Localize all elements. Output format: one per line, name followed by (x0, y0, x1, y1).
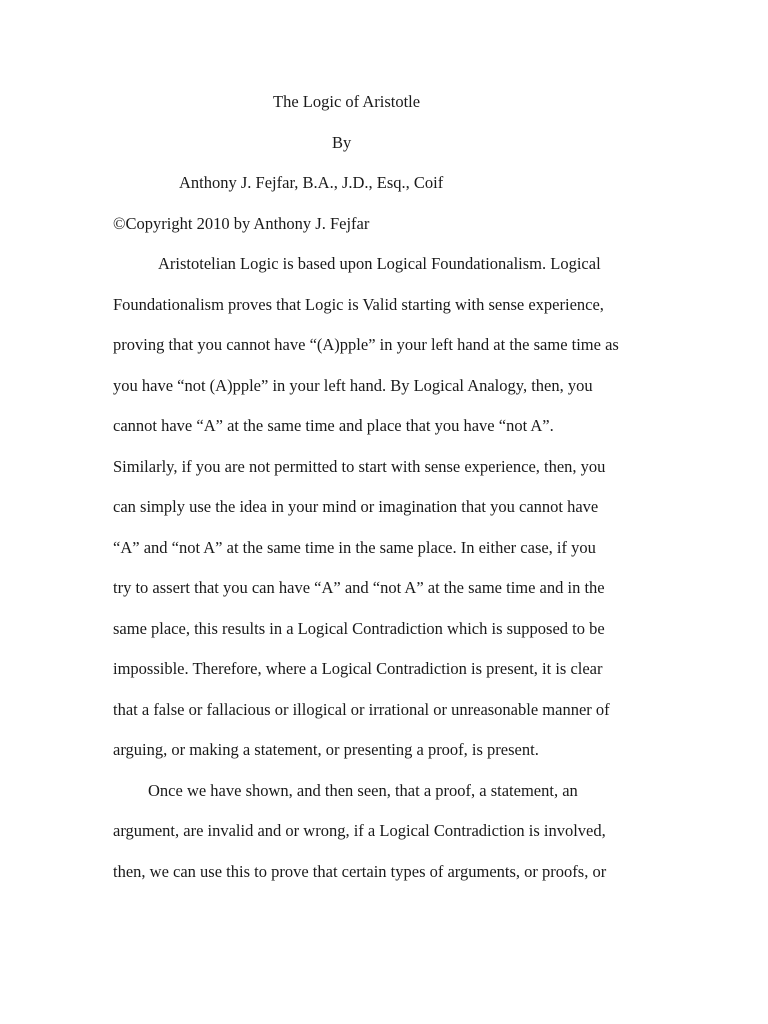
body-line: Aristotelian Logic is based upon Logical Foundationalism. Logical (158, 254, 601, 273)
body-line: cannot have “A” at the same time and place that you have “not A”. (113, 416, 554, 435)
document-title: The Logic of Aristotle (273, 92, 421, 111)
body-line: can simply use the idea in your mind or imagination that you cannot have (113, 497, 599, 516)
body-line: arguing, or making a statement, or presenting a proof, is present. (113, 740, 539, 759)
body-line: Similarly, if you are not permitted to start with sense experience, then, you (113, 457, 606, 476)
copyright-line: ©Copyright 2010 by Anthony J. Fejfar (113, 214, 370, 233)
by-line: By (332, 133, 352, 152)
body-line: proving that you cannot have “(A)pple” in your left hand at the same time as (113, 335, 619, 354)
body-line: Foundationalism proves that Logic is Valid starting with sense experience, (113, 295, 604, 314)
body-line: then, we can use this to prove that certain types of arguments, or proofs, or (113, 862, 607, 881)
body-line: same place, this results in a Logical Contradiction which is supposed to be (113, 619, 605, 638)
body-line: Once we have shown, and then seen, that a proof, a statement, an (148, 781, 578, 800)
body-line: you have “not (A)pple” in your left hand. By Logical Analogy, then, you (113, 376, 593, 395)
body-line: impossible. Therefore, where a Logical Contradiction is present, it is clear (113, 659, 603, 678)
body-line: argument, are invalid and or wrong, if a Logical Contradiction is involved, (113, 821, 606, 840)
author-line: Anthony J. Fejfar, B.A., J.D., Esq., Coif (179, 173, 444, 192)
body-line: try to assert that you can have “A” and “not A” at the same time and in the (113, 578, 605, 597)
body-line: “A” and “not A” at the same time in the same place. In either case, if you (113, 538, 596, 557)
body-line: that a false or fallacious or illogical or irrational or unreasonable manner of (113, 700, 610, 719)
